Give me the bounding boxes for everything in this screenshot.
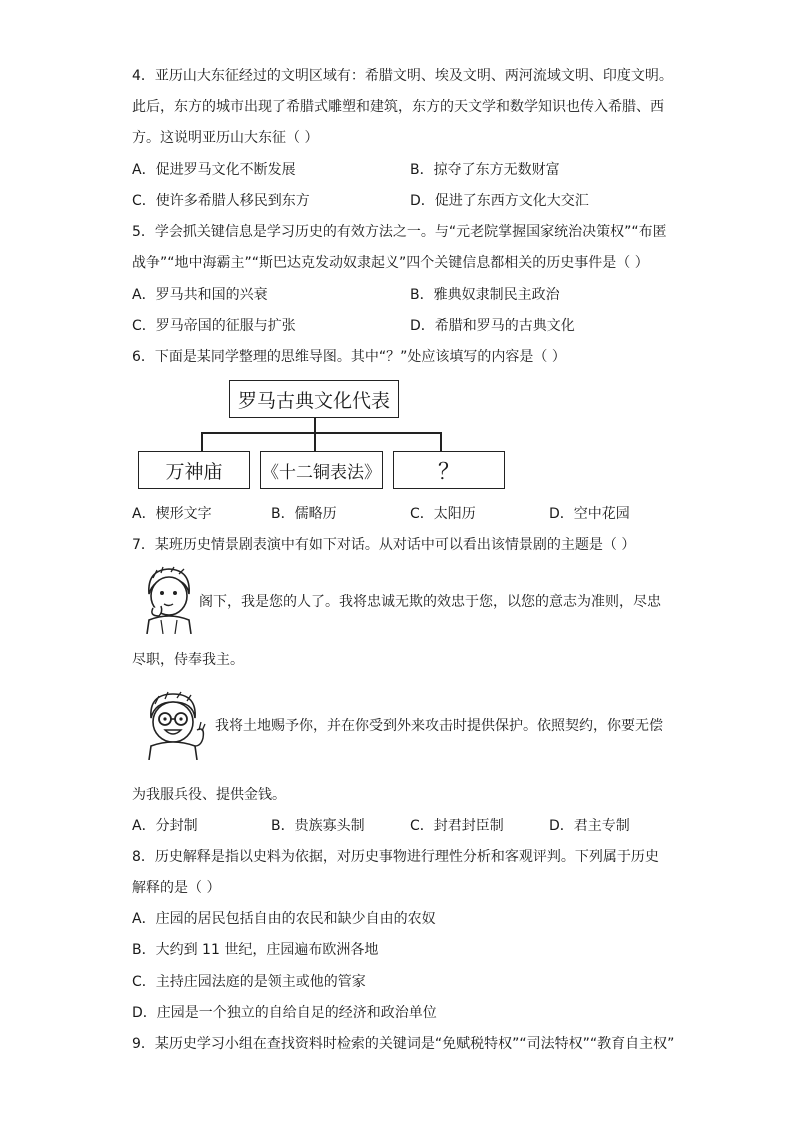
connector-middle [314,432,316,452]
q7-option-a[interactable]: A．分封制 [132,818,198,834]
q4-stem-line2: 此后，东方的城市出现了希腊式雕塑和建筑，东方的天文学和数学知识也传入希腊、西 [132,99,664,115]
q4-option-a[interactable]: A．促进罗马文化不断发展 [132,162,296,178]
connector-left [201,432,203,452]
connector-root-down [314,418,316,433]
lord-cartoon-icon [141,690,211,760]
q4-stem-line3: 方。这说明亚历山大东征（ ） [132,130,319,146]
q8-stem-line1: 8．历史解释是指以史料为依据，对历史事物进行理性分析和客观评判。下列属于历史 [132,849,659,865]
connector-right [440,432,442,452]
mind-map-root: 罗马古典文化代表 [229,380,399,418]
q4-stem-line1: 4．亚历山大东征经过的文明区域有：希腊文明、埃及文明、两河流域文明、印度文明。 [132,68,673,84]
q7-option-b[interactable]: B．贵族寡头制 [271,818,365,834]
q7-dialog2-line2: 为我服兵役、提供金钱。 [132,787,286,803]
q8-option-d[interactable]: D．庄园是一个独立的自给自足的经济和政治单位 [132,1005,437,1021]
q7-option-d[interactable]: D．君主专制 [549,818,630,834]
q5-option-c[interactable]: C．罗马帝国的征服与扩张 [132,318,296,334]
vassal-cartoon-icon [141,564,196,634]
q5-option-b[interactable]: B．雅典奴隶制民主政治 [410,287,560,303]
q5-option-d[interactable]: D．希腊和罗马的古典文化 [410,318,575,334]
q6-option-b[interactable]: B．儒略历 [271,506,337,522]
q7-option-c[interactable]: C．封君封臣制 [410,818,504,834]
q4-option-d[interactable]: D．促进了东西方文化大交汇 [410,193,589,209]
q8-option-b[interactable]: B．大约到 11 世纪，庄园遍布欧洲各地 [132,942,379,958]
q6-stem: 6．下面是某同学整理的思维导图。其中“？”处应该填写的内容是（ ） [132,349,566,365]
q6-option-a[interactable]: A．楔形文字 [132,506,212,522]
q7-dialog1-line1: 阁下，我是您的人了。我将忠诚无欺的效忠于您，以您的意志为准则，尽忠 [199,594,661,610]
mind-map-child-pantheon: 万神庙 [138,451,250,489]
q4-option-c[interactable]: C．使许多希腊人移民到东方 [132,193,310,209]
q6-option-d[interactable]: D．空中花园 [549,506,630,522]
q5-stem-line1: 5．学会抓关键信息是学习历史的有效方法之一。与“元老院掌握国家统治决策权”“布匿 [132,224,667,240]
mind-map-child-twelve-tables: 《十二铜表法》 [260,451,383,489]
q5-stem-line2: 战争”“地中海霸主”“斯巴达克发动奴隶起义”四个关键信息都相关的历史事件是（ ） [132,255,649,271]
q8-stem-line2: 解释的是（ ） [132,880,221,896]
q8-option-c[interactable]: C．主持庄园法庭的是领主或他的管家 [132,974,366,990]
q5-option-a[interactable]: A．罗马共和国的兴衰 [132,287,268,303]
connector-horizontal [201,432,441,434]
q6-option-c[interactable]: C．太阳历 [410,506,476,522]
q8-option-a[interactable]: A．庄园的居民包括自由的农民和缺少自由的农奴 [132,911,436,927]
mind-map-child-unknown: ？ [393,451,505,489]
q9-stem-line1: 9．某历史学习小组在查找资料时检索的关键词是“免赋税特权”“司法特权”“教育自主权” [132,1036,675,1052]
q7-stem: 7．某班历史情景剧表演中有如下对话。从对话中可以看出该情景剧的主题是（ ） [132,537,636,553]
q4-option-b[interactable]: B．掠夺了东方无数财富 [410,162,560,178]
q7-dialog1-line2: 尽职，侍奉我主。 [132,652,244,668]
q7-dialog2-line1: 我将土地赐予你，并在你受到外来攻击时提供保护。依照契约，你要无偿 [215,718,663,734]
